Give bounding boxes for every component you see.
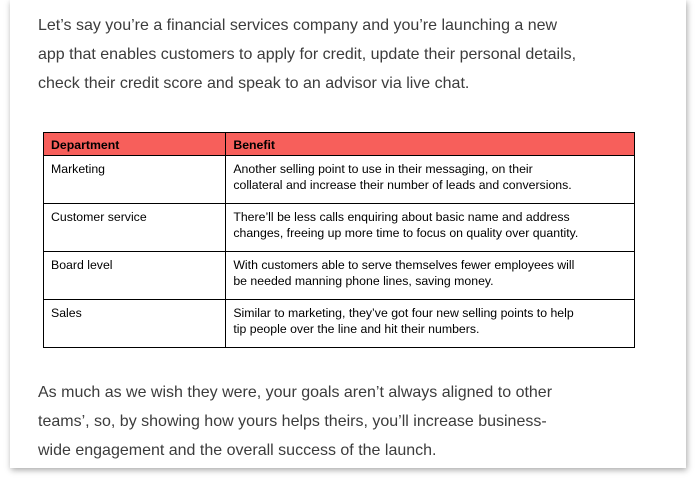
benefit-cell xyxy=(226,156,635,204)
department-benefit-table xyxy=(43,132,635,348)
benefit-line: Similar to marketing, they’ve got four new selling points to help xyxy=(233,306,574,320)
benefit-cell xyxy=(226,204,635,252)
benefit-cell xyxy=(226,252,635,300)
benefit-line: tip people over the line and hit their numbers. xyxy=(233,322,480,336)
department-cell: Board level xyxy=(44,252,226,300)
intro-line: check their credit score and speak to an advisor via live chat. xyxy=(38,75,470,92)
table-row xyxy=(44,300,635,348)
department-cell: Sales xyxy=(44,300,226,348)
outro-line: wide engagement and the overall success of the launch. xyxy=(38,442,437,459)
department-cell: Marketing xyxy=(44,156,226,204)
article-card xyxy=(10,0,686,468)
table-row xyxy=(44,204,635,252)
benefit-line: changes, freeing up more time to focus on quality over quantity. xyxy=(233,226,579,240)
benefit-line: be needed manning phone lines, saving money. xyxy=(233,274,494,288)
benefit-line: With customers able to serve themselves fewer employees will xyxy=(233,258,575,272)
intro-paragraph xyxy=(38,11,668,98)
benefit-line: There’ll be less calls enquiring about basic name and address xyxy=(233,210,570,224)
header-department: Department xyxy=(44,133,226,156)
benefit-cell xyxy=(226,300,635,348)
header-benefit: Benefit xyxy=(226,133,635,156)
benefit-line: Another selling point to use in their messaging, on their xyxy=(233,162,533,176)
table-header-row xyxy=(44,133,635,156)
intro-line: app that enables customers to apply for credit, update their personal details, xyxy=(38,46,577,63)
table-row xyxy=(44,252,635,300)
department-cell: Customer service xyxy=(44,204,226,252)
intro-line: Let’s say you’re a financial services company and you’re launching a new xyxy=(38,17,558,34)
table-row xyxy=(44,156,635,204)
outro-line: As much as we wish they were, your goals aren’t always aligned to other xyxy=(38,384,553,401)
outro-line: teams’, so, by showing how yours helps theirs, you’ll increase business- xyxy=(38,413,547,430)
outro-paragraph xyxy=(38,378,668,465)
benefit-line: collateral and increase their number of leads and conversions. xyxy=(233,178,572,192)
